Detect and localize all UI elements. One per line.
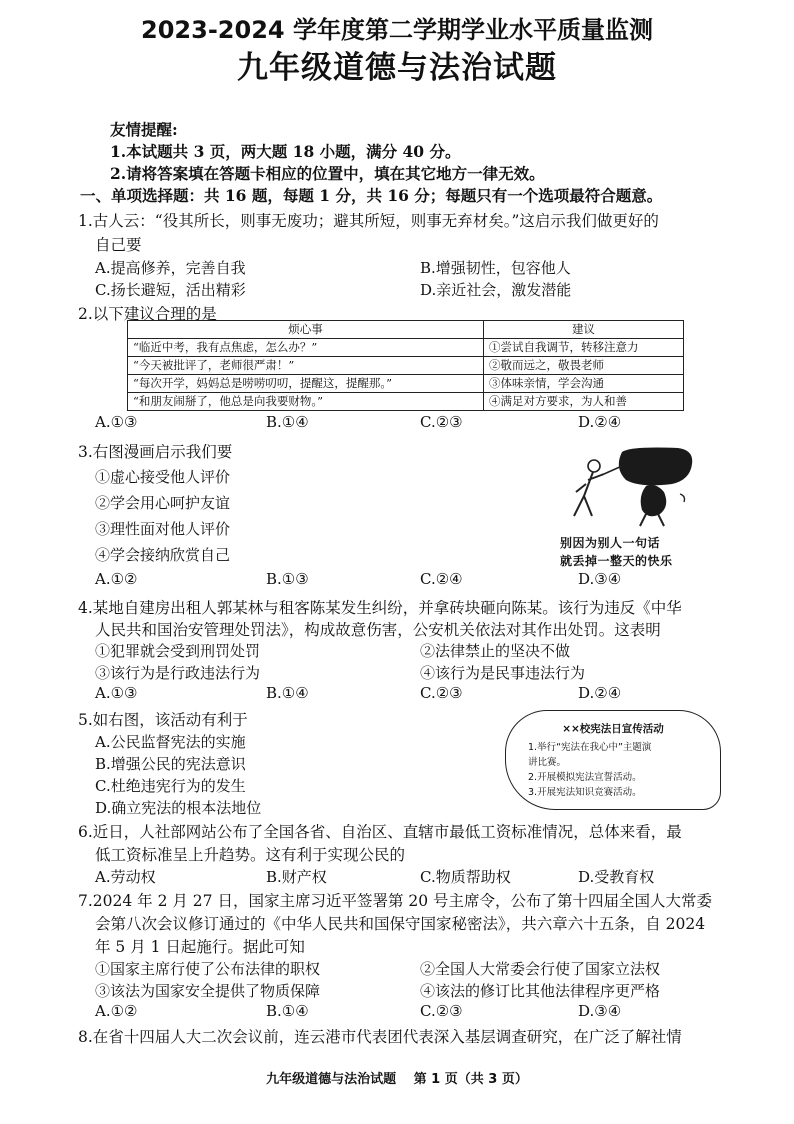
q2-option-d: D.②④ [578, 413, 622, 431]
q6-option-d: D.受教育权 [578, 868, 655, 886]
notice-item-3: 3.开展宪法知识竞赛活动。 [528, 787, 642, 798]
table-cell: “临近中考，我有点焦虑，怎么办？” [128, 339, 484, 357]
exam-title-line1: 2023-2024 学年度第二学期学业水平质量监测 [141, 16, 653, 44]
table-cell: ③体味亲情，学会沟通 [484, 375, 684, 393]
q3-stem: 3.右图漫画启示我们要 [78, 443, 233, 461]
table-row [128, 375, 684, 393]
table-row [128, 339, 684, 357]
q7-option-a: A.①② [95, 1002, 138, 1020]
q4-statement-1: ①犯罪就会受到刑罚处罚 [95, 642, 261, 660]
table-cell: “和朋友闹掰了，他总是向我要财物。” [128, 393, 484, 411]
q6-option-a: A.劳动权 [95, 868, 156, 886]
table-cell: ②敬而远之，敬畏老师 [484, 357, 684, 375]
q5-stem: 5.如右图，该活动有利于 [78, 711, 248, 729]
q3-statement-4: ④学会接纳欣赏自己 [95, 546, 231, 564]
q8-stem-line1: 8.在省十四届人大二次会议前，连云港市代表团代表深入基层调查研究，在广泛了解社情 [78, 1028, 682, 1046]
section-1-heading: 一、单项选择题：共 16 题，每题 1 分，共 16 分；每题只有一个选项最符合题意。 [80, 186, 663, 205]
q7-option-d: D.③④ [578, 1002, 622, 1020]
table-header-left: 烦心事 [128, 321, 484, 339]
q7-statement-2: ②全国人大常委会行使了国家立法权 [420, 960, 661, 978]
table-cell: ④满足对方要求，为人和善 [484, 393, 684, 411]
tips-item-1: 1.本试题共 3 页，两大题 18 小题，满分 40 分。 [110, 142, 461, 161]
q3-statement-3: ③理性面对他人评价 [95, 520, 231, 538]
q5-option-d: D.确立宪法的根本法地位 [95, 799, 262, 817]
table-cell: “今天被批评了，老师很严肃！” [128, 357, 484, 375]
q6-option-c: C.物质帮助权 [420, 868, 511, 886]
q4-option-b: B.①④ [266, 684, 309, 702]
tips-heading: 友情提醒: [110, 120, 178, 139]
q4-statement-2: ②法律禁止的坚决不做 [420, 642, 571, 660]
q7-stem-line2: 会第八次会议修订通过的《中华人民共和国保守国家秘密法》，共六章六十五条，自 2024 [95, 915, 706, 933]
table-cell: ①尝试自我调节，转移注意力 [484, 339, 684, 357]
notice-title: ××校宪法日宣传活动 [562, 723, 664, 735]
q1-option-a: A.提高修养，完善自我 [95, 259, 246, 277]
tips-item-2: 2.请将答案填在答题卡相应的位置中，填在其它地方一律无效。 [110, 164, 545, 183]
q7-statement-1: ①国家主席行使了公布法律的职权 [95, 960, 321, 978]
q3-option-a: A.①② [95, 570, 138, 588]
q5-option-b: B.增强公民的宪法意识 [95, 755, 246, 773]
table-row [128, 393, 684, 411]
q5-option-c: C.杜绝违宪行为的发生 [95, 777, 246, 795]
table-cell: “每次开学，妈妈总是唠唠叨叨，提醒这，提醒那。” [128, 375, 484, 393]
constitution-day-notice [505, 710, 721, 810]
exam-title-line2: 九年级道德与法治试题 [237, 50, 557, 86]
q3-statement-1: ①虚心接受他人评价 [95, 468, 231, 486]
q2-option-b: B.①④ [266, 413, 309, 431]
q7-stem-line1: 7.2024 年 2 月 27 日，国家主席习近平签署第 20 号主席令，公布了第十四届全国人大常委 [78, 892, 713, 910]
q4-option-c: C.②③ [420, 684, 463, 702]
q3-option-d: D.③④ [578, 570, 622, 588]
q7-statement-4: ④该法的修订比其他法律程序更严格 [420, 982, 661, 1000]
q1-stem-line2: 自己要 [95, 236, 142, 254]
table-header-row [128, 321, 684, 339]
q6-stem-line2: 低工资标准呈上升趋势。这有利于实现公民的 [95, 846, 406, 864]
q1-option-c: C.扬长避短，活出精彩 [95, 281, 246, 299]
notice-item-1b: 讲比赛。 [528, 757, 567, 768]
q1-stem-line1: 1.古人云：“役其所长，则事无废功；避其所短，则事无弃材矣。”这启示我们做更好的 [78, 212, 659, 230]
q2-option-a: A.①③ [95, 413, 138, 431]
notice-item-1a: 1.举行“宪法在我心中”主题演 [528, 742, 652, 753]
q6-stem-line1: 6.近日，人社部网站公布了全国各省、自治区、直辖市最低工资标准情况，总体来看，最 [78, 823, 682, 841]
q7-statement-3: ③该法为国家安全提供了物质保障 [95, 982, 321, 1000]
q1-option-b: B.增强韧性，包容他人 [420, 259, 571, 277]
cartoon-caption-line2: 就丢掉一整天的快乐 [560, 554, 673, 568]
q4-stem-line2: 人民共和国治安管理处罚法》，构成故意伤害，公安机关依法对其作出处罚。这表明 [95, 621, 661, 639]
q4-stem-line1: 4.某地自建房出租人郭某林与租客陈某发生纠纷，并拿砖块砸向陈某。该行为违反《中华 [78, 599, 682, 617]
cartoon-illustration [560, 444, 700, 530]
q7-option-b: B.①④ [266, 1002, 309, 1020]
q1-option-d: D.亲近社会，激发潜能 [420, 281, 572, 299]
q2-stem: 2.以下建议合理的是 [78, 305, 217, 323]
table-header-right: 建议 [484, 321, 684, 339]
q7-stem-line3: 年 5 月 1 日起施行。据此可知 [95, 938, 305, 956]
q4-statement-4: ④该行为是民事违法行为 [420, 664, 586, 682]
q4-option-d: D.②④ [578, 684, 622, 702]
q7-option-c: C.②③ [420, 1002, 463, 1020]
q4-option-a: A.①③ [95, 684, 138, 702]
q3-statement-2: ②学会用心呵护友谊 [95, 494, 231, 512]
q2-table [127, 320, 684, 411]
page-footer: 九年级道德与法治试题 第 1 页（共 3 页） [266, 1072, 528, 1087]
q4-statement-3: ③该行为是行政违法行为 [95, 664, 261, 682]
q3-option-c: C.②④ [420, 570, 463, 588]
notice-item-2: 2.开展模拟宪法宣誓活动。 [528, 772, 642, 783]
q6-option-b: B.财产权 [266, 868, 327, 886]
q3-option-b: B.①③ [266, 570, 309, 588]
table-row [128, 357, 684, 375]
cartoon-caption-line1: 别因为别人一句话 [560, 536, 661, 550]
q2-option-c: C.②③ [420, 413, 463, 431]
q5-option-a: A.公民监督宪法的实施 [95, 733, 246, 751]
